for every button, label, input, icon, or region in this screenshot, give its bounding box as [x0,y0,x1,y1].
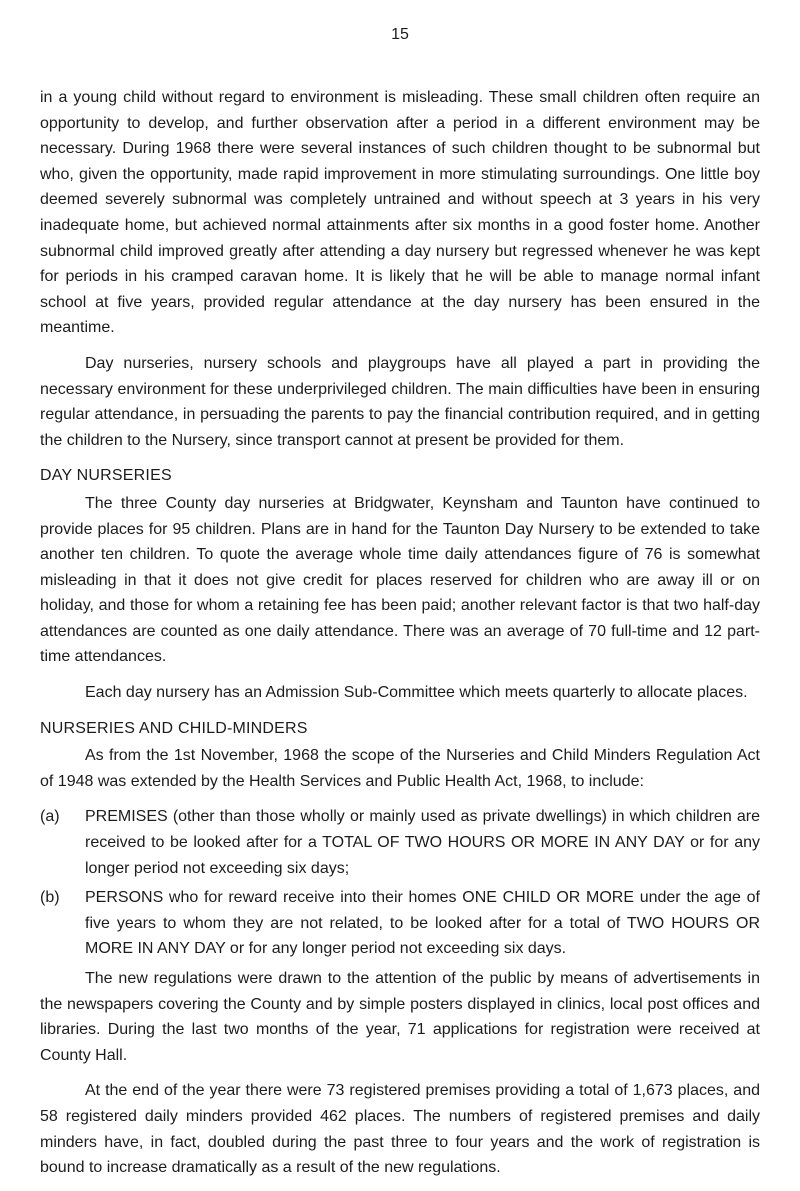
list-item [40,885,760,962]
paragraph: The new regulations were drawn to the attention of the public by means of advertisements in the newspapers covering the County and by simple posters displayed in clinics, local post offices and libraries. During the last two months of the year, 71 applications for registration were received at County Hall. [40,970,760,1064]
list-item [40,804,760,881]
paragraph: At the end of the year there were 73 registered premises providing a total of 1,673 places, and 58 registered daily minders provided 462 places. The numbers of registered premises and daily minders have, in fact, doubled during the past three to four years and the work of registration is bound to increase dramatically as a result of the new regulations. [40,1082,760,1177]
list-item-text: PREMISES (other than those wholly or mainly used as private dwellings) in which children are received to be looked after for a TOTAL OF TWO HOURS OR MORE IN ANY DAY or for any longer period not exceeding six days; [85,808,760,877]
paragraph: Day nurseries, nursery schools and playgroups have all played a part in providing the necessary environment for these underprivileged children. The main difficulties have been in ensuring regular attendance, in persuading the parents to pay the financial contribution required, and in getting the children to the Nursery, since transport cannot at present be provided for them. [40,354,760,449]
section-heading-nurseries-child-minders: NURSERIES AND CHILD-MINDERS [40,719,308,737]
document-body [40,85,760,1191]
paragraph: The three County day nurseries at Bridgwater, Keynsham and Taunton have continued to provide places for 95 children. Plans are in hand for the Taunton Day Nursery to be extended to take another ten children. To quote the average whole time daily attendances figure of 76 is somewhat misleading in that it does not give credit for places reserved for children who are away ill or on holiday, and those for whom a retaining fee has been paid; another relevant factor is that two half-day attendances are counted as one daily attendance. There was an average of 70 full-time and 12 part-time attendances. [40,494,760,666]
section-heading-day-nurseries: DAY NURSERIES [40,467,172,485]
list-marker: (b) [40,889,60,907]
list-marker: (a) [40,808,60,826]
page-number: 15 [391,26,409,43]
paragraph: Each day nursery has an Admission Sub-Committee which meets quarterly to allocate places. [85,684,748,702]
paragraph-continuation: in a young child without regard to environment is misleading. These small children often require an opportunity to develop, and further observation after a period in a different environment may be necessary. During 1968 there were several instances of such children thought to be subnormal but who, given the opportunity, made rapid improvement in more stimulating surroundings. One little boy deemed severely subnormal was completely untrained and without speech at 3 years in his very inadequate home, but achieved normal attainments after six months in a good foster home. Another subnormal child improved greatly after attending a day nursery but regressed whenever he was kept for periods in his cramped caravan home. It is likely that he will be able to manage normal infant school at five years, provided regular attendance at the day nursery has been ensured in the meantime. [40,89,760,337]
paragraph: As from the 1st November, 1968 the scope of the Nurseries and Child Minders Regulation Act of 1948 was extended by the Health Services and Public Health Act, 1968, to include: [40,747,760,790]
list-item-text: PERSONS who for reward receive into their homes ONE CHILD OR MORE under the age of five years to whom they are not related, to be looked after for a total of TWO HOURS OR MORE IN ANY DAY or for any longer period not exceeding six days. [85,889,760,958]
